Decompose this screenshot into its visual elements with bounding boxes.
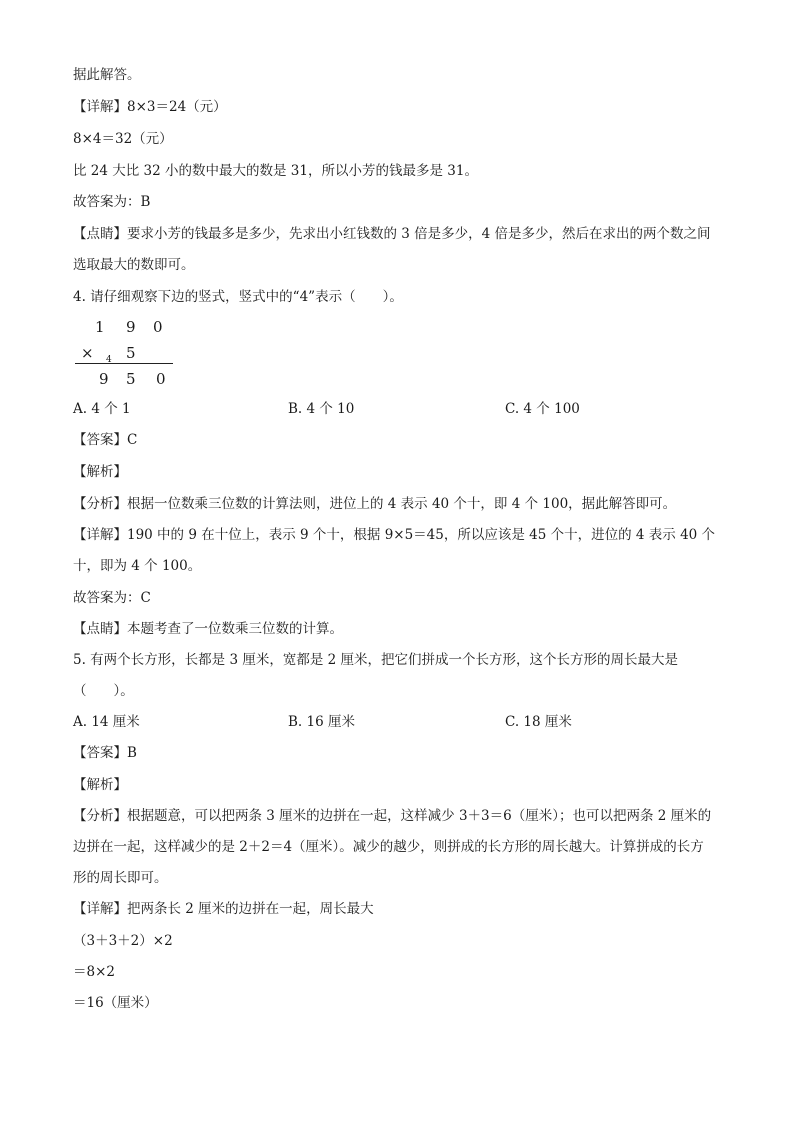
calc-line: ＝8×2: [73, 964, 115, 980]
text-line: 选取最大的数即可。: [73, 257, 195, 273]
analysis-heading: 【解析】: [73, 464, 127, 480]
comment-line: 【点睛】要求小芳的钱最多是多少，先求出小红钱数的 3 倍是多少，4 倍是多少，然后在求出的两个数之间: [73, 226, 711, 242]
divider: [75, 363, 173, 364]
digit: 9: [99, 370, 109, 388]
detail-line: 【详解】8×3＝24（元）: [73, 99, 227, 115]
text-line: 据此解答。: [73, 67, 141, 83]
digit: 9: [126, 318, 136, 336]
answer-line: 【答案】B: [73, 745, 137, 761]
analysis-line: 【分析】根据题意，可以把两条 3 厘米的边拼在一起，这样减少 3＋3＝6（厘米）；也可以把两条 2 厘米的: [73, 808, 712, 824]
calc-line: ＝16（厘米）: [73, 995, 158, 1011]
times-sign: ×: [81, 344, 94, 362]
option-a: A. 4 个 1: [73, 401, 131, 417]
analysis-line: 形的周长即可。: [73, 870, 168, 886]
analysis-line: 边拼在一起，这样减少的是 2＋2＝4（厘米）。减少的越少，则拼成的长方形的周长越大。计算拼成的长方: [73, 839, 704, 855]
digit: 5: [126, 344, 136, 362]
digit: 1: [95, 318, 105, 336]
detail-line: 【详解】190 中的 9 在十位上，表示 9 个十，根据 9×5＝45，所以应该是 45 个十，进位的 4 表示 40 个: [73, 527, 716, 543]
analysis-line: 【分析】根据一位数乘三位数的计算法则，进位上的 4 表示 40 个十，即 4 个 100，据此解答即可。: [73, 496, 677, 512]
answer-line: 故答案为：B: [73, 194, 151, 210]
comment-line: 【点睛】本题考查了一位数乘三位数的计算。: [73, 621, 343, 637]
option-b: B. 16 厘米: [288, 714, 355, 730]
carry-digit: 4: [106, 355, 112, 365]
detail-line: 十，即为 4 个 100。: [73, 558, 202, 574]
digit: 0: [156, 370, 166, 388]
question-4: 4. 请仔细观察下边的竖式，竖式中的“4”表示（ ）。: [73, 289, 403, 305]
option-c: C. 4 个 100: [505, 401, 580, 417]
answer-line: 【答案】C: [73, 432, 138, 448]
text-line: 比 24 大比 32 小的数中最大的数是 31，所以小芳的钱最多是 31。: [73, 163, 478, 179]
question-5-cont: （ ）。: [73, 683, 134, 699]
analysis-heading: 【解析】: [73, 777, 127, 793]
calc-line: （3＋3＋2）×2: [73, 933, 173, 949]
option-c: C. 18 厘米: [505, 714, 572, 730]
option-b: B. 4 个 10: [288, 401, 355, 417]
digit: 5: [126, 370, 136, 388]
vertical-multiplication: [73, 312, 193, 392]
option-a: A. 14 厘米: [73, 714, 140, 730]
question-5: 5. 有两个长方形，长都是 3 厘米，宽都是 2 厘米，把它们拼成一个长方形，这个长方形的周长最大是: [73, 652, 679, 668]
answer-line: 故答案为：C: [73, 590, 151, 606]
text-line: 8×4＝32（元）: [73, 131, 173, 147]
digit: 0: [153, 318, 163, 336]
detail-line: 【详解】把两条长 2 厘米的边拼在一起，周长最大: [73, 901, 374, 917]
